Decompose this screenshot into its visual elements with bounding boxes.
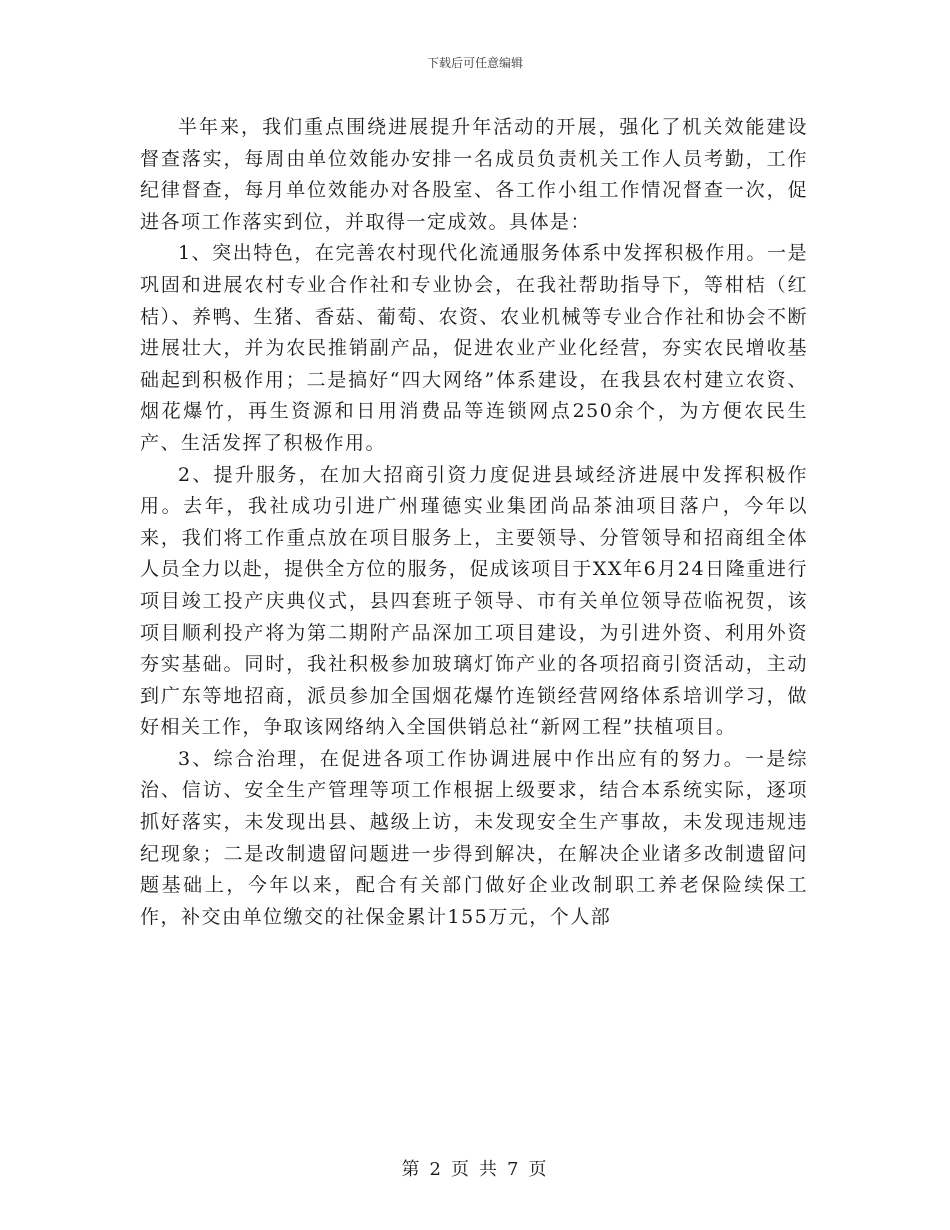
paragraph-section-1: 1、突出特色，在完善农村现代化流通服务体系中发挥积极作用。一是巩固和进展农村专业合作社和专业协会，在我社帮助指导下，等柑桔（红桔）、养鸭、生猪、香菇、葡萄、农资、农业机械等专业合作社和协会不断进展壮大，并为农民推销副产品，促进农业产业化经营，夯实农民增收基础起到积极作用；二是搞好“四大网络”体系建设，在我县农村建立农资、烟花爆竹，再生资源和日用消费品等连锁网点250余个，为方便农民生产、生活发挥了积极作用。 [140,242,808,454]
paragraph-intro: 半年来，我们重点围绕进展提升年活动的开展，强化了机关效能建设督查落实，每周由单位效能办安排一名成员负责机关工作人员考勤，工作纪律督查，每月单位效能办对各股室、各工作小组工作情况督查一次，促进各项工作落实到位，并取得一定成效。具体是： [140,116,808,233]
current-page-number: 2 [429,1159,443,1180]
page-footer [0,1155,950,1181]
document-body [140,112,808,933]
page-label-mid1: 页 [451,1159,471,1180]
paragraph-section-3: 3、综合治理，在促进各项工作协调进展中作出应有的努力。一是综治、信访、安全生产管理等项工作根据上级要求，结合本系统实际，逐项抓好落实，未发现出县、越级上访，未发现安全生产事故，未发现违规违纪现象；二是改制遗留问题进一步得到解决，在解决企业诸多改制遗留问题基础上，今年以来，配合有关部门做好企业改制职工养老保险续保工作，补交由单位缴交的社保金累计155万元，个人部 [140,747,808,928]
total-pages-number: 7 [507,1159,521,1180]
paragraph-section-2: 2、提升服务，在加大招商引资力度促进县域经济进展中发挥积极作用。去年，我社成功引进广州瑾德实业集团尚品茶油项目落户，今年以来，我们将工作重点放在项目服务上，主要领导、分管领导和招商组全体人员全力以赴，提供全方位的服务，促成该项目于XX年6月24日隆重进行项目竣工投产庆典仪式，县四套班子领导、市有关单位领导莅临祝贺，该项目顺利投产将为第二期附产品深加工项目建设，为引进外资、利用外资夯实基础。同时，我社积极参加玻璃灯饰产业的各项招商引资活动，主动到广东等地招商，派员参加全国烟花爆竹连锁经营网络体系培训学习，做好相关工作，争取该网络纳入全国供销总社“新网工程”扶植项目。 [140,463,808,739]
page-label-prefix: 第 [401,1159,422,1180]
page-label-suffix: 页 [528,1159,549,1180]
header-note: 下载后可任意编辑 [426,56,523,70]
page-label-mid2: 共 [479,1159,499,1180]
